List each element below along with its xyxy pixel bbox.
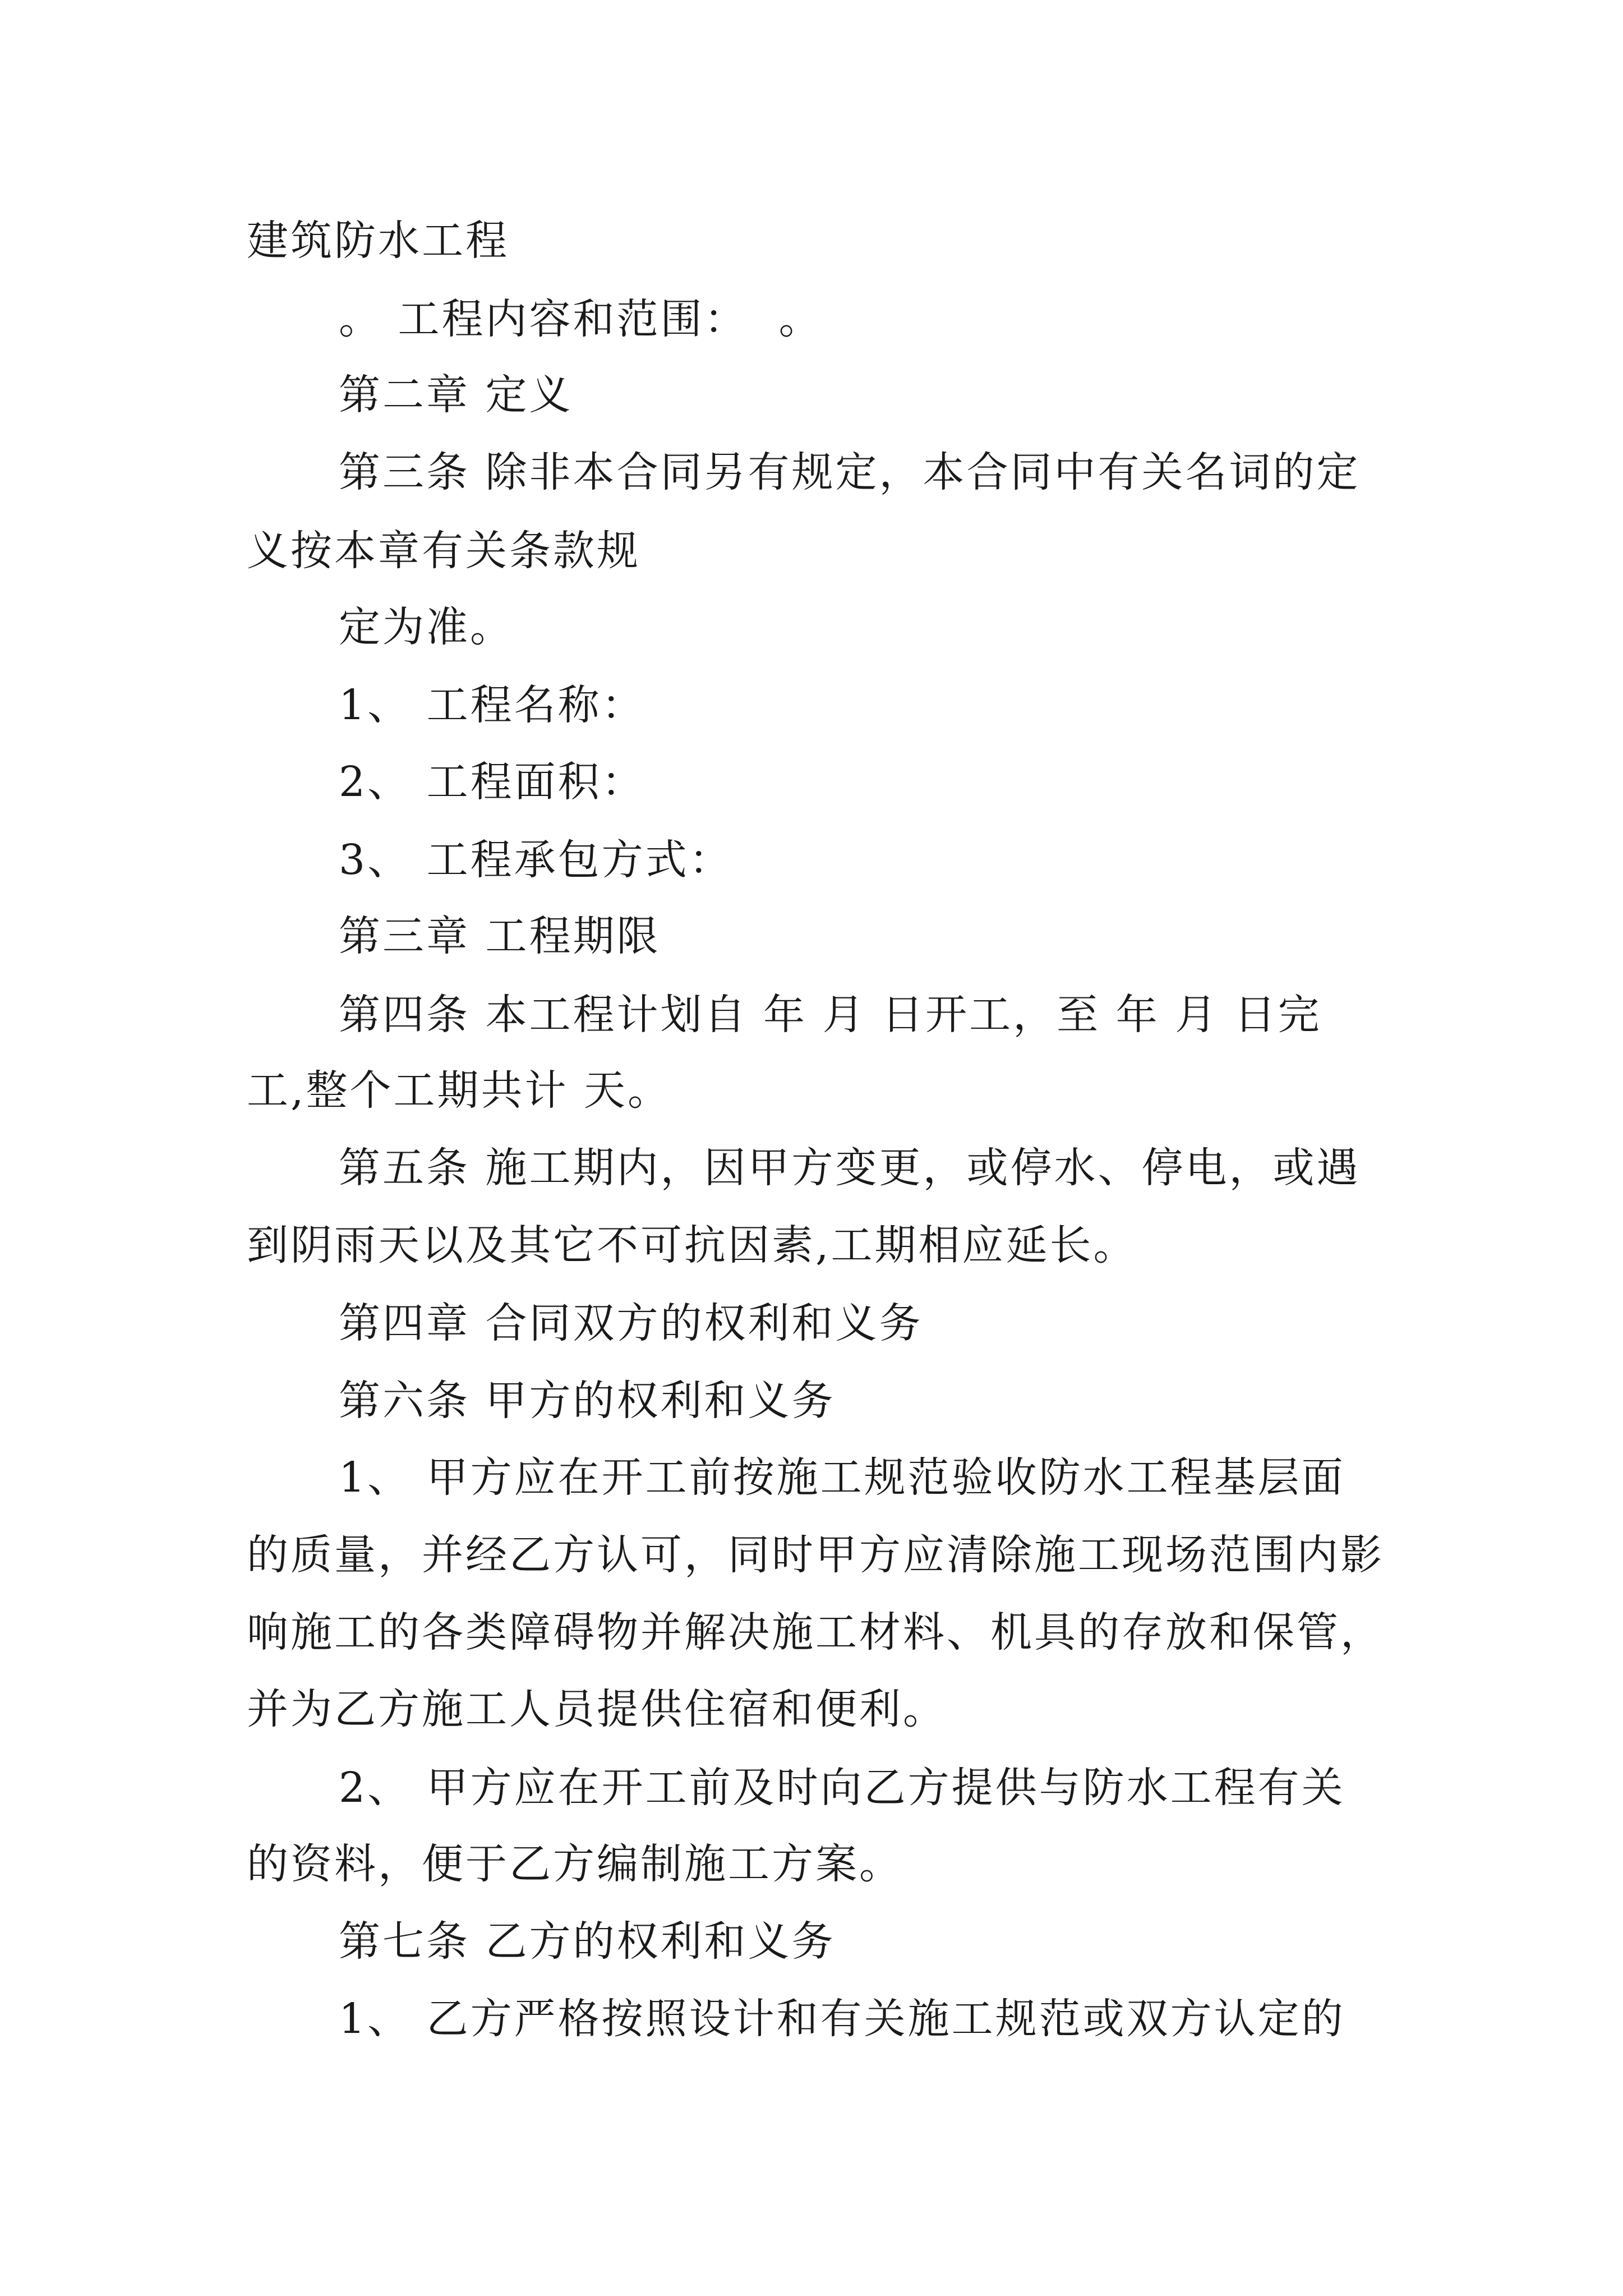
text-line: 建筑防水工程 — [247, 217, 509, 265]
chapter-heading: 第二章 定义 — [339, 371, 573, 419]
text-line: 的质量，并经乙方认可，同时甲方应清除施工现场范围内影 — [247, 1531, 1384, 1579]
article-heading: 第六条 甲方的权利和义务 — [339, 1377, 836, 1425]
chapter-heading: 第四章 合同双方的权利和义务 — [339, 1299, 923, 1347]
list-item: 2、 工程面积： — [339, 758, 645, 806]
text-line: 响施工的各类障碍物并解决施工材料、机具的存放和保管， — [247, 1608, 1384, 1657]
text-line: 义按本章有关条款规 — [247, 527, 640, 575]
text-line: 的资料，便于乙方编制施工方案。 — [247, 1840, 903, 1888]
text-line: 到阴雨天以及其它不可抗因素,工期相应延长。 — [247, 1221, 1137, 1269]
list-item: 1、 乙方严格按照设计和有关施工规范或双方认定的 — [339, 1995, 1345, 2043]
list-item: 1、 甲方应在开工前按施工规范验收防水工程基层面 — [339, 1453, 1345, 1502]
text-line: 第四条 本工程计划自 年 月 日开工，至 年 月 日完 — [339, 991, 1322, 1039]
text-line: 并为乙方施工人员提供住宿和便利。 — [247, 1685, 947, 1733]
text-line: 。 工程内容和范围： 。 — [339, 295, 823, 343]
text-line: 第五条 施工期内，因甲方变更，或停水、停电，或遇 — [339, 1144, 1361, 1192]
chapter-heading: 第三章 工程期限 — [339, 912, 661, 960]
text-line: 定为准。 — [339, 603, 514, 651]
text-line: 第三条 除非本合同另有规定，本合同中有关名词的定 — [339, 448, 1361, 496]
list-item: 3、 工程承包方式： — [339, 836, 733, 884]
list-item: 1、 工程名称： — [339, 681, 645, 729]
text-line: 工,整个工期共计 天。 — [247, 1066, 672, 1115]
article-heading: 第七条 乙方的权利和义务 — [339, 1917, 836, 1966]
list-item: 2、 甲方应在开工前及时向乙方提供与防水工程有关 — [339, 1764, 1345, 1812]
